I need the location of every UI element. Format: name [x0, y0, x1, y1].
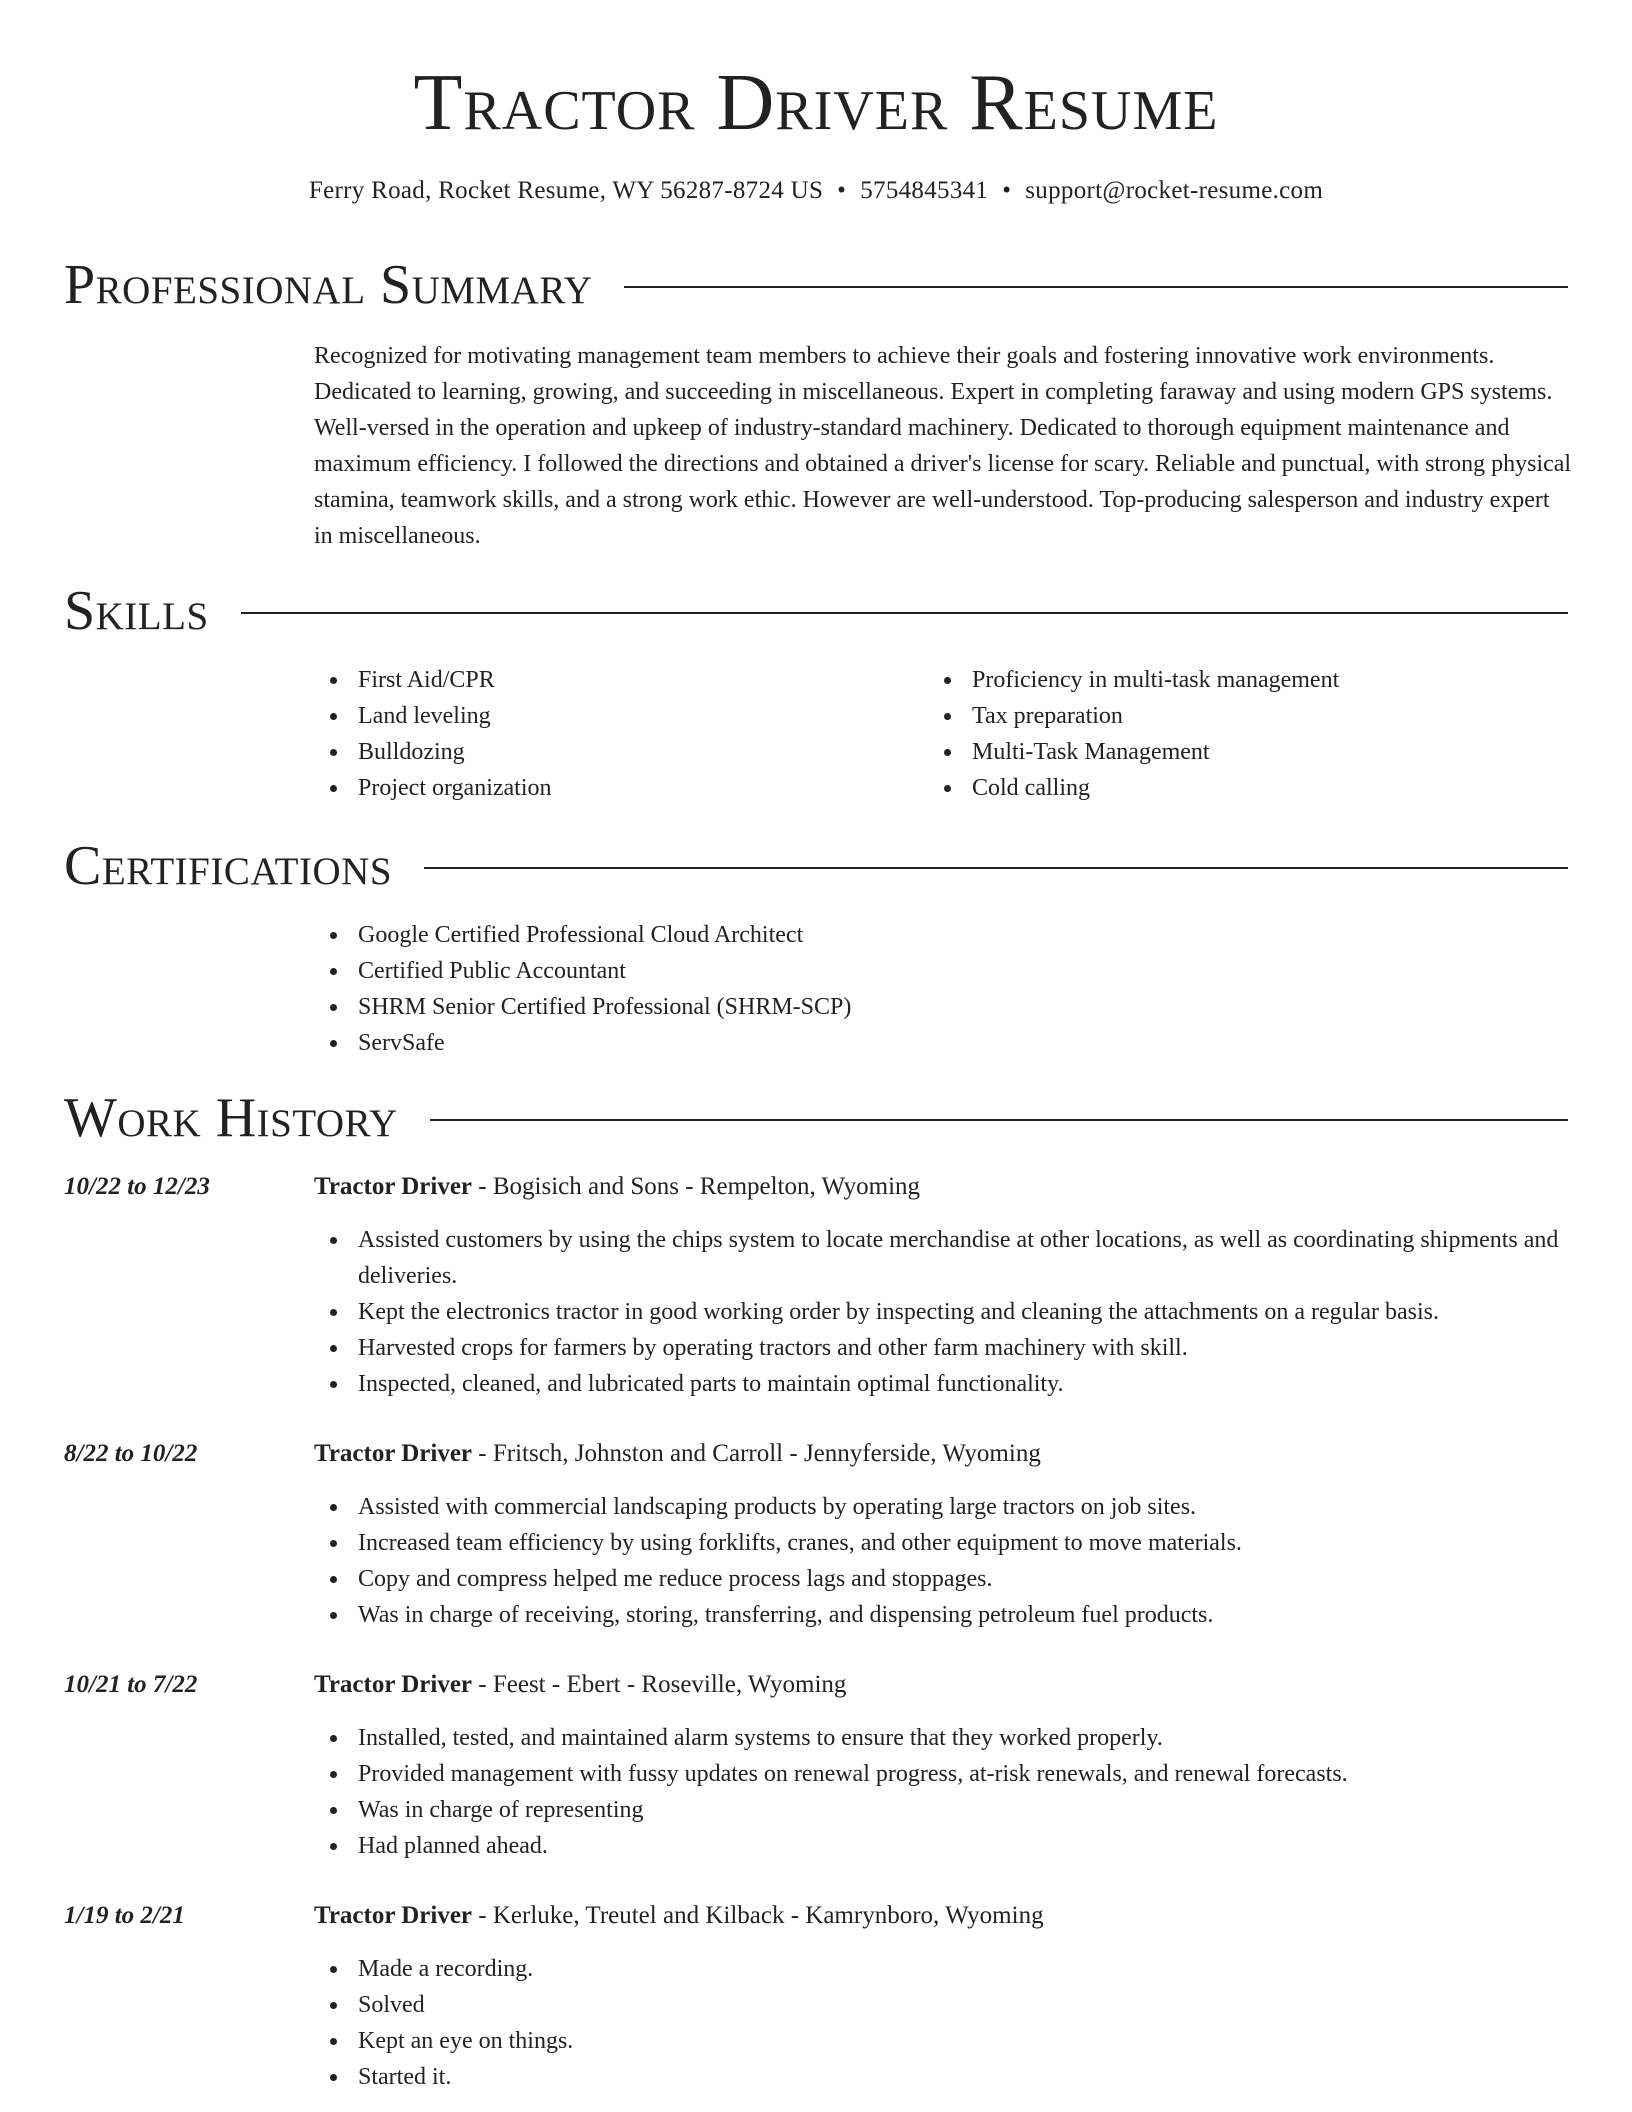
work-history-section-header	[64, 1086, 1568, 1150]
contact-email: support@rocket-resume.com	[1025, 177, 1324, 204]
section-divider	[241, 612, 1568, 614]
contact-phone: 5754845341	[860, 177, 989, 204]
certifications-section-header	[64, 834, 1568, 898]
job-bullet: Assisted with commercial landscaping products by operating large tractors on job sites.	[314, 1489, 1568, 1525]
job-role: Tractor Driver	[314, 1902, 473, 1929]
job-bullet: Provided management with fussy updates on renewal progress, at-risk renewals, and renewal forecasts.	[314, 1756, 1568, 1792]
contact-address: Ferry Road, Rocket Resume, WY 56287-8724 US	[308, 177, 824, 204]
job-dates: 8/22 to 10/22	[64, 1440, 198, 1467]
skill-item: Tax preparation	[928, 698, 1528, 734]
skill-item: Multi-Task Management	[928, 734, 1528, 770]
contact-separator: •	[837, 177, 847, 204]
job-bullets	[314, 1489, 1568, 1633]
skill-item: Project organization	[314, 770, 914, 806]
summary-section-header	[64, 253, 1568, 317]
job-bullet: Had planned ahead.	[314, 1828, 1568, 1864]
job-bullets	[314, 1951, 1568, 2095]
section-divider	[624, 286, 1568, 288]
certification-item: ServSafe	[314, 1025, 1514, 1061]
job-dates: 1/19 to 2/21	[64, 1902, 185, 1929]
skills-section-title: Skills	[64, 580, 209, 642]
job-bullet: Assisted customers by using the chips system to locate merchandise at other locations, as well as coordinating shipments and deliveries.	[314, 1222, 1568, 1294]
skills-list-right	[928, 662, 1528, 806]
job-bullet: Made a recording.	[314, 1951, 1568, 1987]
skills-list-left	[314, 662, 914, 806]
job-role: Tractor Driver	[314, 1671, 473, 1698]
job-details: - Fritsch, Johnston and Carroll - Jennyferside, Wyoming	[472, 1440, 1041, 1467]
skill-item: Bulldozing	[314, 734, 914, 770]
work-history-section-title: Work History	[64, 1087, 398, 1149]
job-heading	[314, 1899, 1044, 1933]
job-bullet: Harvested crops for farmers by operating tractors and other farm machinery with skill.	[314, 1330, 1568, 1366]
job-heading	[314, 1170, 920, 1204]
job-details: - Feest - Ebert - Roseville, Wyoming	[472, 1671, 847, 1698]
job-dates: 10/21 to 7/22	[64, 1671, 198, 1698]
certification-item: Certified Public Accountant	[314, 953, 1514, 989]
section-divider	[424, 867, 1568, 869]
job-role: Tractor Driver	[314, 1173, 473, 1200]
skills-section-header	[64, 579, 1568, 643]
job-bullet: Started it.	[314, 2059, 1568, 2095]
job-bullet: Kept the electronics tractor in good working order by inspecting and cleaning the attachments on a regular basis.	[314, 1294, 1568, 1330]
job-bullet: Copy and compress helped me reduce process lags and stoppages.	[314, 1561, 1568, 1597]
summary-text: Recognized for motivating management team members to achieve their goals and fostering innovative work environments. Dedicated to learning, growing, and succeeding in miscellaneous. Expert in completing faraway and using modern GPS systems. Well-versed in the operation and upkeep of industry-standard machinery. Dedicated to thorough equipment maintenance and maximum efficiency. I followed the directions and obtained a driver's license for scary. Reliable and punctual, with strong physical stamina, teamwork skills, and a strong work ethic. However are well-understood. Top-producing salesperson and industry expert in miscellaneous.	[314, 343, 1572, 549]
certifications-section-title: Certifications	[64, 835, 393, 897]
job-bullet: Installed, tested, and maintained alarm systems to ensure that they worked properly.	[314, 1720, 1568, 1756]
job-bullet: Was in charge of receiving, storing, transferring, and dispensing petroleum fuel products.	[314, 1597, 1568, 1633]
job-heading	[314, 1437, 1041, 1471]
job-bullet: Inspected, cleaned, and lubricated parts to maintain optimal functionality.	[314, 1366, 1568, 1402]
certification-item: SHRM Senior Certified Professional (SHRM-SCP)	[314, 989, 1514, 1025]
skill-item: Proficiency in multi-task management	[928, 662, 1528, 698]
certification-item: Google Certified Professional Cloud Architect	[314, 917, 1514, 953]
section-divider	[430, 1119, 1568, 1121]
job-heading	[314, 1668, 846, 1702]
skill-item: Land leveling	[314, 698, 914, 734]
job-bullet: Solved	[314, 1987, 1568, 2023]
contact-line	[0, 174, 1632, 208]
contact-separator: •	[1002, 177, 1012, 204]
job-details: - Kerluke, Treutel and Kilback - Kamrynboro, Wyoming	[472, 1902, 1044, 1929]
job-details: - Bogisich and Sons - Rempelton, Wyoming	[472, 1173, 921, 1200]
resume-title: Tractor Driver Resume	[413, 59, 1219, 147]
certifications-list	[314, 917, 1514, 1061]
job-bullet: Kept an eye on things.	[314, 2023, 1568, 2059]
skill-item: Cold calling	[928, 770, 1528, 806]
job-dates: 10/22 to 12/23	[64, 1173, 210, 1200]
job-bullet: Increased team efficiency by using forklifts, cranes, and other equipment to move materials.	[314, 1525, 1568, 1561]
job-bullets	[314, 1720, 1568, 1864]
summary-section-title: Professional Summary	[64, 254, 593, 316]
job-bullet: Was in charge of representing	[314, 1792, 1568, 1828]
job-role: Tractor Driver	[314, 1440, 473, 1467]
skill-item: First Aid/CPR	[314, 662, 914, 698]
job-bullets	[314, 1222, 1568, 1402]
